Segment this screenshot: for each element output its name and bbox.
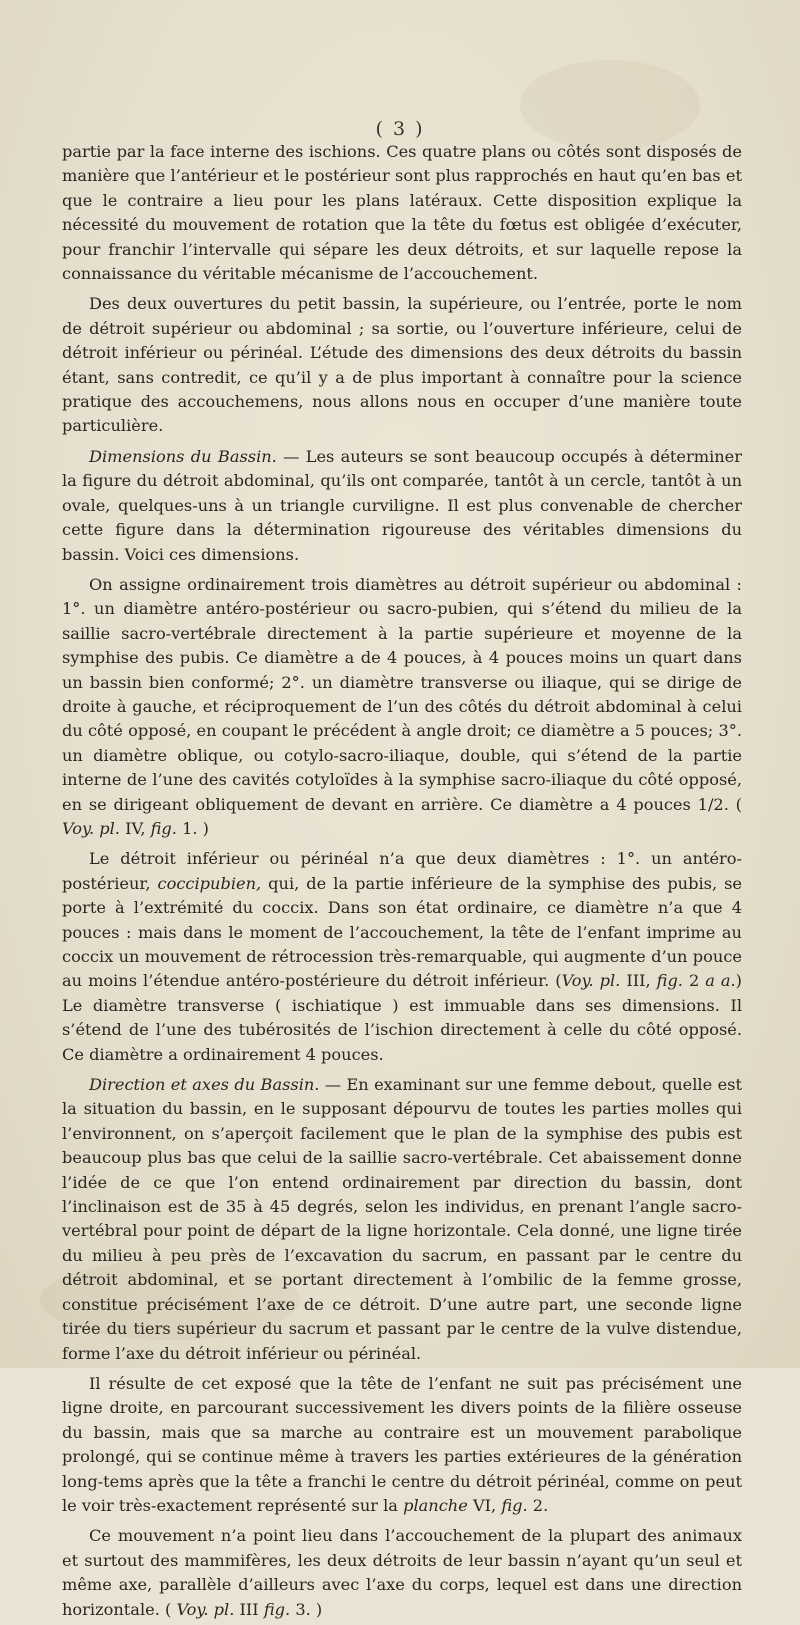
paragraph <box>62 1524 742 1622</box>
paragraph <box>62 140 742 286</box>
paragraph <box>62 847 742 1067</box>
text-run: — Les auteurs se sont beaucoup occupés à déterminer la figure du détroit abdominal, qu’ils ont comparée, tantôt à un cercle, tantôt à un ovale, quelques-uns à un triangle curviligne. Il est plus convenable de chercher cette figure dans la détermination rigoureuse des véritables dimensions du bassin. Voici ces dimensions. <box>62 446 742 564</box>
text-run: IV, <box>119 818 151 838</box>
paragraph <box>62 573 742 841</box>
text-run: Il résulte de cet exposé que la tête de l’enfant ne suit pas précisément une ligne droite, en parcourant successivement les divers points de la filière osseuse du bassin, mais que sa marche au contraire est un mouvement parabolique prolongé, qui se continue même à travers les parties extérieures de la génération long-tems après que la tête a franchi le centre du détroit périnéal, comme on peut le voir très-exactement représenté sur la <box>62 1373 742 1515</box>
text-run: Des deux ouvertures du petit bassin, la supérieure, ou l’entrée, porte le nom de détroit supérieur ou abdominal ; sa sortie, ou l’ouverture inférieure, celui de détroit inférieur ou périnéal. L’étude des dimensions des deux détroits du bassin étant, sans contredit, ce qu’il y a de plus important à connaître pour la science pratique des accouchemens, nous allons nous en occuper d’une manière toute particulière. <box>62 294 742 436</box>
italic-text: Voy. pl. <box>561 971 621 991</box>
text-run: 3. ) <box>290 1599 323 1619</box>
italic-text: Direction et axes du Bassin. <box>89 1075 320 1095</box>
paragraph <box>62 1372 742 1518</box>
italic-text: fig. <box>150 818 177 838</box>
italic-text: planche <box>403 1495 468 1515</box>
italic-text: Dimensions du Bassin. <box>89 446 277 466</box>
italic-text: fig. <box>263 1599 291 1619</box>
text-run: 2 <box>682 971 706 991</box>
paragraph <box>62 445 742 567</box>
page-number: ( 3 ) <box>375 118 425 140</box>
text-run: ) Le diamètre transverse ( ischiatique ) est immuable dans ses dimensions. Il s’étend de l’une des tubérosités de l’ischion directement à celle du côté opposé. Ce diamètre a ordinairement 4 pouces. <box>62 971 742 1064</box>
text-run: VI, <box>467 1495 502 1515</box>
text-run: partie par la face interne des ischions. Ces quatre plans ou côtés sont disposés de manière que l’antérieur et le postérieur sont plus rapprochés en haut qu’en bas et que le contraire a lieu pour les plans latéraux. Cette disposition explique la nécessité du mouvement de rotation que la tête du fœtus est obligée d’exécuter, pour franchir l’intervalle qui sépare les deux détroits, et sur laquelle repose la connaissance du véritable mécanisme de l’accouchement. <box>62 142 742 284</box>
text-run: 1. ) <box>176 818 209 838</box>
paragraph <box>62 1073 742 1366</box>
italic-text: Voy. pl. <box>62 818 120 838</box>
paragraph <box>62 292 742 438</box>
italic-text: Voy. pl. <box>176 1599 235 1619</box>
italic-text: fig. <box>501 1495 528 1515</box>
text-run: 2. <box>527 1495 549 1515</box>
text-run: — En examinant sur une femme debout, quelle est la situation du bassin, en le supposant dépourvu de toutes les parties molles qui l’environnent, on s’aperçoit facilement que le plan de la symphise des pubis est beaucoup plus bas que celui de la saillie sacro-vertébrale. Cet abaissement donne l’idée de ce que l’on entend ordinairement par direction du bassin, dont l’inclinaison est de 35 à 45 degrés, selon les individus, en prenant l’angle sacro-vertébral pour point de départ de la ligne horizontale. Cela donné, une ligne tirée du milieu à peu près de l’excavation du sacrum, en passant par le centre du détroit abdominal, et se portant directement à l’ombilic de la femme grosse, constitue précisément l’axe de ce détroit. D’une autre part, une seconde ligne tirée du tiers supérieur du sacrum et passant par le centre de la vulve distendue, forme l’axe du détroit inférieur ou périnéal. <box>62 1075 742 1363</box>
text-run: qui, de la partie inférieure de la symphise des pubis, se porte à l’extrémité du coccix. Dans son état ordinaire, ce diamètre n’a que 4 pouces : mais dans le moment de l’accouchement, la tête de l’enfant imprime au coccix un mouvement de rétrocession très-remarquable, qui augmente d’un pouce au moins l’étendue antéro-postérieure du détroit inférieur. ( <box>62 873 742 991</box>
text-run: III, <box>620 971 657 991</box>
text-run: On assigne ordinairement trois diamètres au détroit supérieur ou abdominal : 1°. un diamètre antéro-postérieur ou sacro-pubien, qui s’étend du milieu de la saillie sacro-vertébrale directement à la partie supérieure et moyenne de la symphise des pubis. Ce diamètre a de 4 pouces, à 4 pouces moins un quart dans un bassin bien conformé; 2°. un diamètre transverse ou iliaque, qui se dirige de droite à gauche, et réciproquement de l’un des côtés du détroit abdominal à celui du côté opposé, en coupant le précédent à angle droit; ce diamètre a 5 pouces; 3°. un diamètre oblique, ou cotylo-sacro-iliaque, double, qui s’étend de la partie interne de l’une des cavités cotyloïdes à la symphise sacro-iliaque du côté opposé, en se dirigeant obliquement de devant en arrière. Ce diamètre a 4 pouces 1/2. ( <box>62 574 742 814</box>
italic-text: fig. <box>656 971 683 991</box>
text-run: Ce mouvement n’a point lieu dans l’accouchement de la plupart des animaux et surtout des mammifères, les deux détroits de leur bassin n’ayant qu’un seul et même axe, parallèle d’ailleurs avec l’axe du corps, lequel est dans une direction horizontale. ( <box>62 1526 742 1619</box>
italic-text: a a. <box>705 971 736 991</box>
text-run: III <box>234 1599 264 1619</box>
italic-text: coccipubien, <box>157 873 262 893</box>
body-text <box>62 140 742 1625</box>
text-run: Le détroit inférieur ou périnéal n’a que deux diamètres : 1°. un antéro-postérieur, <box>62 849 742 893</box>
